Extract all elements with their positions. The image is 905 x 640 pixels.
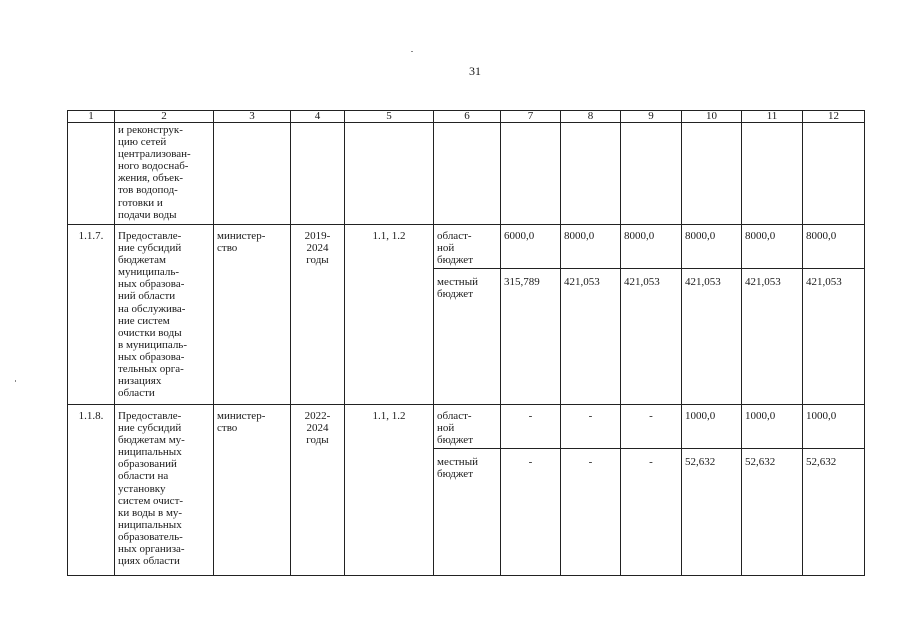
table-row-continuation xyxy=(68,123,865,225)
value-cell: 421,053 xyxy=(742,269,803,405)
value-cell: 1000,0 xyxy=(742,405,803,449)
table-row xyxy=(68,405,865,449)
value-cell xyxy=(621,123,682,225)
table-row xyxy=(68,225,865,269)
column-header: 8 xyxy=(561,111,621,123)
source-cell: местный бюджет xyxy=(434,449,501,576)
value-cell: - xyxy=(501,449,561,576)
source-cell: област- ной бюджет xyxy=(434,405,501,449)
value-cell: 421,053 xyxy=(561,269,621,405)
scan-speck xyxy=(15,380,16,382)
period-cell: 2022- 2024 годы xyxy=(291,405,345,576)
source-cell xyxy=(434,123,501,225)
value-cell xyxy=(501,123,561,225)
value-cell: 1000,0 xyxy=(803,405,865,449)
value-cell: 421,053 xyxy=(682,269,742,405)
row-id-cell: 1.1.7. xyxy=(68,225,115,405)
executor-cell xyxy=(214,123,291,225)
column-header: 2 xyxy=(115,111,214,123)
description-cell: Предоставле- ние субсидий бюджетам му- ниципальных образований области на установку систем очист- ки воды в му- ниципальных образователь- ных организа- циях области xyxy=(115,405,214,576)
value-cell: 52,632 xyxy=(742,449,803,576)
column-header: 5 xyxy=(345,111,434,123)
scan-speck xyxy=(411,51,413,52)
value-cell xyxy=(742,123,803,225)
page-number: 31 xyxy=(469,64,481,78)
period-cell: 2019- 2024 годы xyxy=(291,225,345,405)
executor-cell: министер- ство xyxy=(214,225,291,405)
value-cell: - xyxy=(621,405,682,449)
indicators-cell xyxy=(345,123,434,225)
value-cell xyxy=(682,123,742,225)
period-cell xyxy=(291,123,345,225)
value-cell: 8000,0 xyxy=(621,225,682,269)
description-cell: Предоставле- ние субсидий бюджетам муниципаль- ных образова- ний области на обслужива- ние систем очистки воды в муниципаль- ных образова- тельных орга- низациях области xyxy=(115,225,214,405)
value-cell: 421,053 xyxy=(803,269,865,405)
value-cell: 52,632 xyxy=(682,449,742,576)
table-header-row xyxy=(68,111,865,123)
row-id-cell xyxy=(68,123,115,225)
row-id-cell: 1.1.8. xyxy=(68,405,115,576)
value-cell: 52,632 xyxy=(803,449,865,576)
value-cell: 1000,0 xyxy=(682,405,742,449)
value-cell: 6000,0 xyxy=(501,225,561,269)
column-header: 6 xyxy=(434,111,501,123)
column-header: 11 xyxy=(742,111,803,123)
executor-cell: министер- ство xyxy=(214,405,291,576)
value-cell: 421,053 xyxy=(621,269,682,405)
value-cell: 8000,0 xyxy=(803,225,865,269)
indicators-cell: 1.1, 1.2 xyxy=(345,225,434,405)
column-header: 7 xyxy=(501,111,561,123)
value-cell: - xyxy=(561,405,621,449)
value-cell: 8000,0 xyxy=(682,225,742,269)
value-cell: 315,789 xyxy=(501,269,561,405)
column-header: 4 xyxy=(291,111,345,123)
funding-table xyxy=(67,110,865,576)
column-header: 12 xyxy=(803,111,865,123)
description-cell: и реконструк- цию сетей централизован- ного водоснаб- жения, объек- тов водопод- готовки и подачи воды xyxy=(115,123,214,225)
indicators-cell: 1.1, 1.2 xyxy=(345,405,434,576)
source-cell: област- ной бюджет xyxy=(434,225,501,269)
source-cell: местный бюджет xyxy=(434,269,501,405)
value-cell xyxy=(561,123,621,225)
value-cell xyxy=(803,123,865,225)
column-header: 3 xyxy=(214,111,291,123)
value-cell: 8000,0 xyxy=(561,225,621,269)
column-header: 1 xyxy=(68,111,115,123)
value-cell: - xyxy=(561,449,621,576)
column-header: 10 xyxy=(682,111,742,123)
column-header: 9 xyxy=(621,111,682,123)
value-cell: 8000,0 xyxy=(742,225,803,269)
value-cell: - xyxy=(501,405,561,449)
value-cell: - xyxy=(621,449,682,576)
